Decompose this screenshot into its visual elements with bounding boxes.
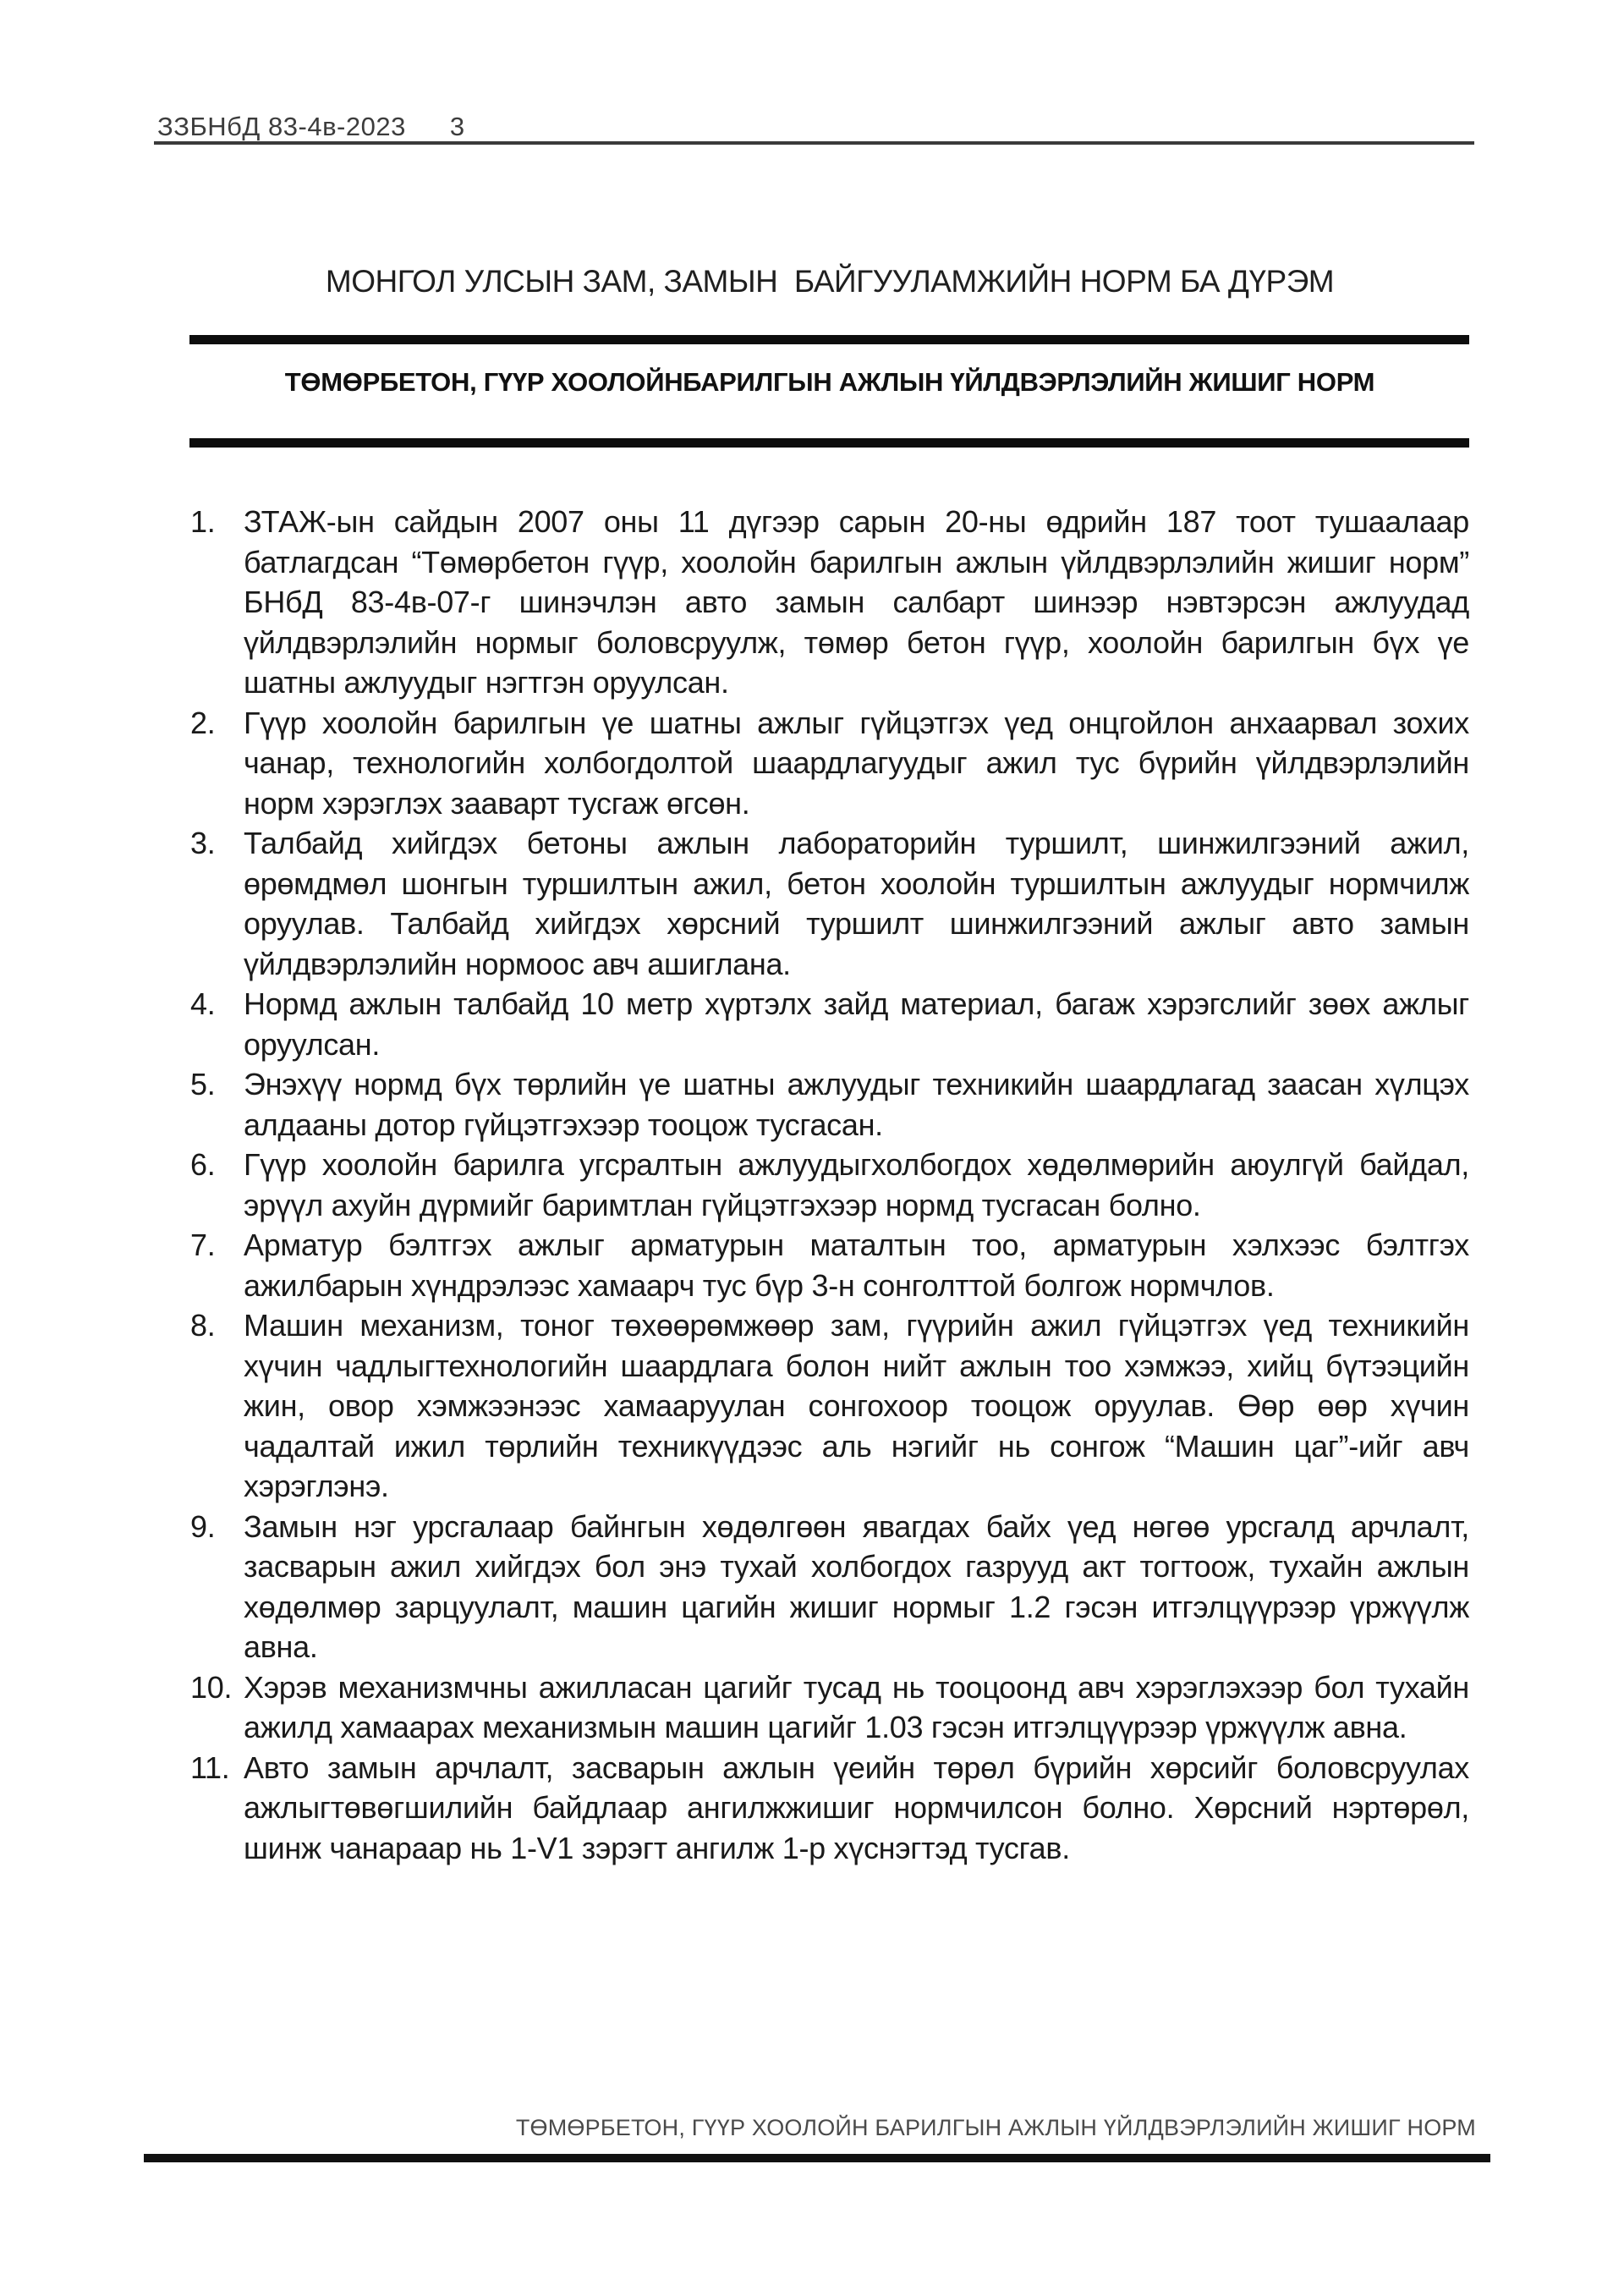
list-item-number: 11. — [190, 1749, 230, 1785]
list-item-text: Нормд ажлын талбайд 10 метр хүртэлх зайд материал, багаж хэрэгслийг зөөх ажлыг оруулсан. — [244, 986, 1469, 1062]
list-item-number: 10. — [190, 1669, 233, 1705]
list-item-text: Авто замын арчлалт, засварын ажлын үеийн төрөл бүрийн хөрсийг боловсруулах ажлыгтөвөгшилийн байдлаар ангилжжишиг нормчилсон болно. Хөрсний нэртөрөл, шинж чанараар нь 1-V1 зэрэгт ангилж 1-р хүснэгтэд тусгав. — [244, 1749, 1469, 1865]
doc-code: ЗЗБНбД 83-4в-2023 — [157, 112, 406, 141]
list-item-text: Машин механизм, тоног төхөөрөмжөөр зам, гүүрийн ажил гүйцэтгэх үед техникийн хүчин чадлыгтехнологийн шаардлага болон нийт ажлын тоо хэмжээ, хийц бүтээцийн жин, овор хэмжээнээс хамааруулан сонгохоор тооцож оруулав. Өөр өөр хүчин чадалтай ижил төрлийн техникүүдээс аль нэгийг нь сонгож “Машин цаг”-ийг авч хэрэглэнэ. — [244, 1308, 1469, 1503]
subtitle-top-rule — [189, 335, 1469, 344]
footer-rule — [144, 2154, 1490, 2162]
list-item-text: Талбайд хийгдэх бетоны ажлын лабораторийн туршилт, шинжилгээний ажил, өрөмдмөл шонгын туршилтын ажил, бетон хоолойн туршилтын ажлуудыг нормчилж оруулав. Талбайд хийгдэх хөрсний туршилт шинжилгээний ажлыг авто замын үйлдвэрлэлийн нормоос авч ашиглана. — [244, 826, 1469, 981]
list-item — [190, 1748, 1469, 1869]
list-item-number: 2. — [190, 705, 216, 740]
list-item — [190, 1064, 1469, 1145]
list-item-number: 7. — [190, 1228, 216, 1262]
list-item — [190, 823, 1469, 984]
list-item-number: 4. — [190, 986, 216, 1021]
list-item-text: Энэхүү нормд бүх төрлийн үе шатны ажлуудыг техникийн шаардлагад заасан хүлцэх алдааны дотор гүйцэтгэхээр тооцож тусгасан. — [244, 1067, 1469, 1142]
list-item — [190, 1667, 1469, 1748]
list-item — [190, 502, 1469, 703]
list-item — [190, 984, 1469, 1064]
list-item — [190, 703, 1469, 824]
list-item-text: Гүүр хоолойн барилгын үе шатны ажлыг гүйцэтгэх үед онцгойлон анхаарвал зохих чанар, технологийн холбогдолтой шаардлагуудыг ажил тус бүрийн үйлдвэрлэлийн норм хэрэглэх зааварт тусгаж өгсөн. — [244, 705, 1469, 821]
list-item — [190, 1225, 1469, 1305]
list-item — [190, 1145, 1469, 1225]
document-title: МОНГОЛ УЛСЫН ЗАМ, ЗАМЫН БАЙГУУЛАМЖИЙН НОРМ БА ДҮРЭМ — [325, 264, 1335, 299]
list-item-text: Арматур бэлтгэх ажлыг арматурын маталтын тоо, арматурын хэлхээс бэлтгэх ажилбарын хүндрэлээс хамаарч тус бүр 3-н сонголттой болгож нормчлов. — [244, 1228, 1469, 1303]
list-item — [190, 1305, 1469, 1507]
subtitle-bottom-rule — [189, 438, 1469, 448]
list-item-text: Гүүр хоолойн барилга угсралтын ажлуудыгхолбогдох хөдөлмөрийн аюулгүй байдал, эрүүл ахуйн дүрмийг баримтлан гүйцэтгэхээр нормд тусгасан болно. — [244, 1147, 1469, 1222]
list-item-number: 1. — [190, 504, 216, 539]
page-number: 3 — [449, 112, 465, 141]
list-item-number: 6. — [190, 1147, 216, 1182]
footer-title: ТӨМӨРБЕТОН, ГҮҮР ХООЛОЙН БАРИЛГЫН АЖЛЫН ҮЙЛДВЭРЛЭЛИЙН ЖИШИГ НОРМ — [515, 2115, 1476, 2140]
header-rule — [154, 141, 1474, 145]
list-item-number: 3. — [190, 826, 216, 860]
list-item-text: ЗТАЖ-ын сайдын 2007 оны 11 дүгээр сарын 20-ны өдрийн 187 тоот тушаалаар батлагдсан “Төмөрбетон гүүр, хоолойн барилгын ажлын үйлдвэрлэлийн жишиг норм” БНбД 83-4в-07-г шинэчлэн авто замын салбарт шинээр нэвтэрсэн ажлуудад үйлдвэрлэлийн нормыг боловсруулж, төмөр бетон гүүр, хоолойн барилгын бүх үе шатны ажлуудыг нэгтгэн оруулсан. — [244, 504, 1469, 700]
list-item-text: Хэрэв механизмчны ажилласан цагийг тусад нь тооцоонд авч хэрэглэхээр бол тухайн ажилд хамаарах механизмын машин цагийг 1.03 гэсэн итгэлцүүрээр үржүүлж авна. — [244, 1669, 1469, 1744]
list-item-text: Замын нэг урсгалаар байнгын хөдөлгөөн явагдах байх үед нөгөө урсгалд арчлалт, засварын ажил хийгдэх бол энэ тухай холбогдох газрууд акт тогтоож, тухайн ажлын хөдөлмөр зарцуулалт, машин цагийн жишиг нормыг 1.2 гэсэн итгэлцүүрээр үржүүлж авна. — [244, 1508, 1469, 1664]
page-header — [157, 112, 465, 142]
list-item-number: 5. — [190, 1067, 216, 1101]
list-item-number: 8. — [190, 1308, 216, 1343]
document-subtitle: ТӨМӨРБЕТОН, ГҮҮР ХООЛОЙНБАРИЛГЫН АЖЛЫН ҮЙЛДВЭРЛЭЛИЙН ЖИШИГ НОРМ — [284, 367, 1375, 397]
numbered-list — [190, 502, 1469, 1868]
list-item — [190, 1507, 1469, 1667]
list-item-number: 9. — [190, 1508, 216, 1544]
